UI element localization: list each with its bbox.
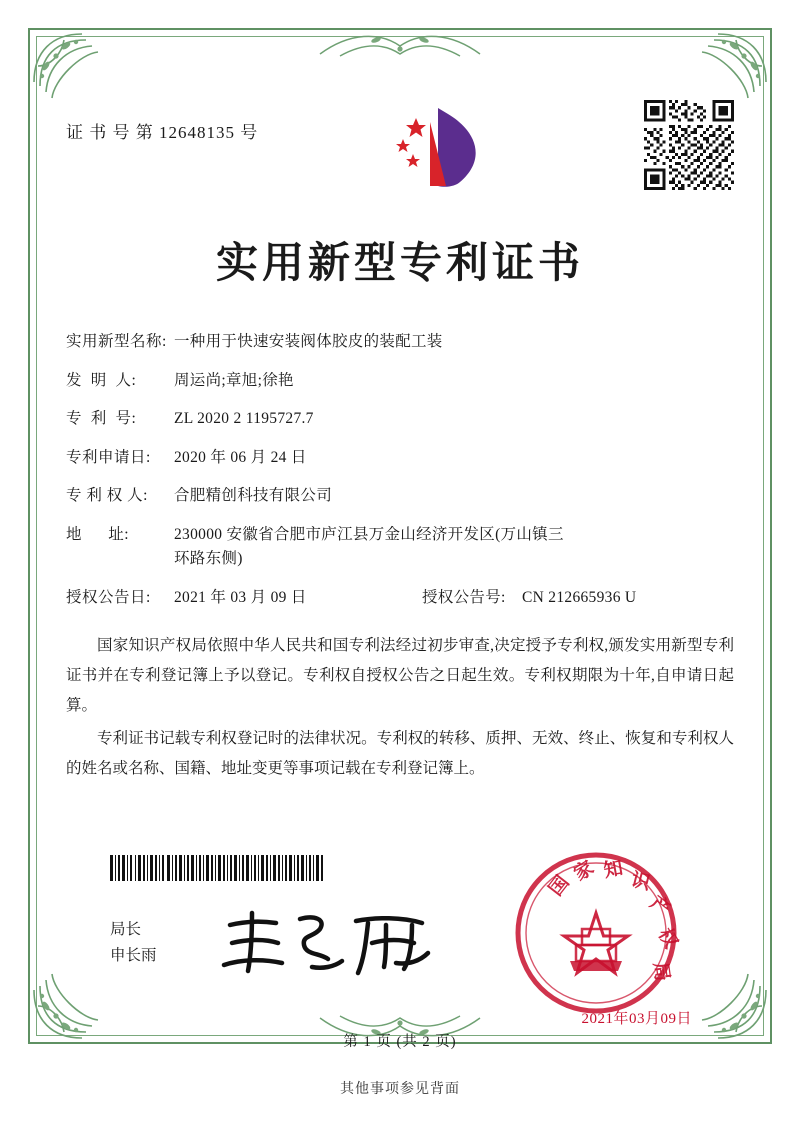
legal-paragraph-1: 国家知识产权局依照中华人民共和国专利法经过初步审查,决定授予专利权,颁发实用新型专利证书并在专利登记簿上予以登记。专利权自授权公告之日起生效。专利权期限为十年,自申请日起算。 xyxy=(66,637,734,715)
official-seal-icon xyxy=(506,843,686,1023)
legal-paragraph-2: 专利证书记载专利权登记时的法律状况。专利权的转移、质押、无效、终止、恢复和专利权人的姓名或名称、国籍、地址变更等事项记载在专利登记簿上。 xyxy=(66,729,734,777)
cnipa-logo-icon xyxy=(386,98,506,198)
field-value: 合肥精创科技有限公司 xyxy=(174,487,333,504)
handwritten-signature xyxy=(216,903,446,983)
field-label: 地 址: xyxy=(66,525,130,543)
svg-text:识: 识 xyxy=(628,869,653,895)
seal-date: 2021年03月09日 xyxy=(581,1011,692,1027)
svg-text:权: 权 xyxy=(653,925,682,952)
top-center-ornament xyxy=(310,24,490,64)
field-row-patent-number xyxy=(66,411,734,427)
field-label: 发 明 人: xyxy=(66,371,137,389)
director-title-label: 局长 xyxy=(110,921,142,938)
certificate-header-row xyxy=(66,96,734,206)
address-line-2: 环路东侧) xyxy=(174,550,243,567)
legal-text xyxy=(66,631,734,784)
address-line-1: 230000 安徽省合肥市庐江县万金山经济开发区(万山镇三 xyxy=(174,525,564,543)
field-label: 专 利 号: xyxy=(66,410,137,427)
field-value: 一种用于快速安装阀体胶皮的装配工装 xyxy=(174,333,443,350)
svg-text:家: 家 xyxy=(570,857,598,886)
field-label: 专 利 权 人: xyxy=(66,487,148,504)
barcode-icon xyxy=(110,855,326,881)
field-row-application-date xyxy=(66,450,734,466)
signature-area xyxy=(66,855,734,1035)
signature-labels xyxy=(110,917,157,968)
field-row-utility-model-name xyxy=(66,334,734,350)
back-side-note: 其他事项参见背面 xyxy=(340,1082,460,1097)
svg-text:知: 知 xyxy=(602,857,625,882)
qr-code-icon xyxy=(644,100,734,190)
field-value: 2020 年 06 月 24 日 xyxy=(174,448,307,466)
field-row-patentee xyxy=(66,488,734,504)
field-label-grant-number: 授权公告号: xyxy=(422,588,506,606)
field-value: ZL 2020 2 1195727.7 xyxy=(174,410,314,427)
certificate-content xyxy=(66,96,734,786)
field-value-grant-number: CN 212665936 U xyxy=(522,588,637,606)
svg-text:产: 产 xyxy=(645,892,674,921)
field-value xyxy=(174,527,734,567)
page-title: 实用新型专利证书 xyxy=(215,239,584,286)
field-value: 周运尚;章旭;徐艳 xyxy=(174,371,294,389)
field-label: 实用新型名称: xyxy=(66,333,167,350)
certificate-number: 证 书 号 第 12648135 号 xyxy=(66,123,259,142)
field-value-grant-date: 2021 年 03 月 09 日 xyxy=(174,588,307,606)
field-row-inventors xyxy=(66,373,734,389)
page-number: 第 1 页 (共 2 页) xyxy=(343,1034,457,1050)
field-label: 专利申请日: xyxy=(66,448,151,466)
director-name-label: 申长雨 xyxy=(110,946,157,964)
field-label-grant-date: 授权公告日: xyxy=(66,588,151,606)
patent-fields xyxy=(66,334,734,605)
field-row-address xyxy=(66,527,734,567)
svg-text:国: 国 xyxy=(545,872,574,901)
svg-text:局: 局 xyxy=(649,960,673,983)
field-row-grant-announcement xyxy=(66,590,734,606)
